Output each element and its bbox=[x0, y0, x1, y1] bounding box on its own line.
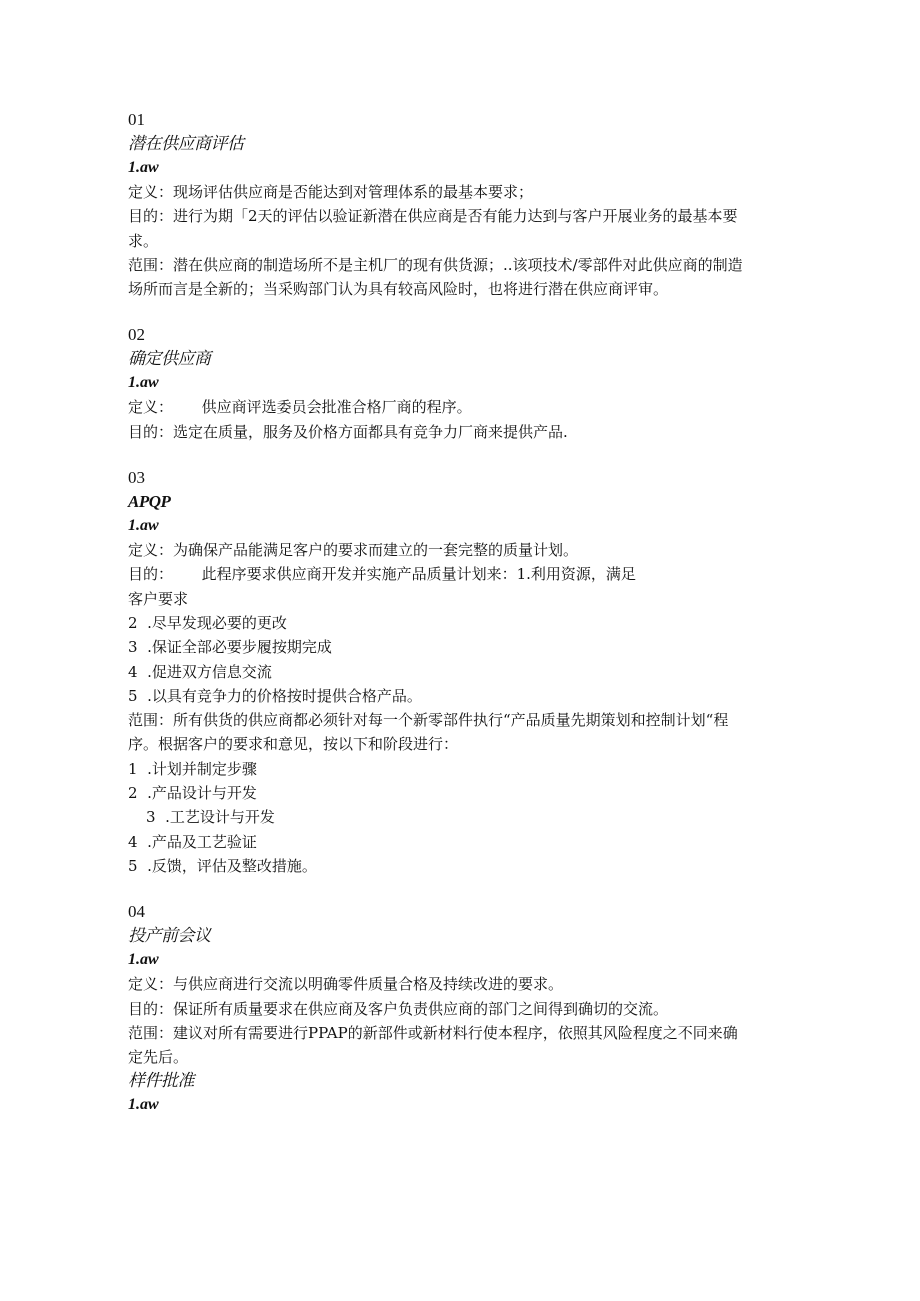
section-title: APQP bbox=[128, 492, 171, 512]
section-law-label: 1.aw bbox=[128, 374, 159, 392]
list-item: 3 .工艺设计与开发 bbox=[146, 808, 275, 827]
definition-label: 定义 bbox=[128, 975, 159, 994]
scope-line: 范围：建议对所有需要进行PPAP的新部件或新材料行使本程序，依照其风险程度之不同来确 bbox=[128, 1023, 738, 1042]
list-item: 5 .以具有竞争力的价格按时提供合格产品。 bbox=[128, 686, 422, 705]
purpose-line: 目的：进行为期「2天的评估以验证新潜在供应商是否有能力达到与客户开展业务的最基本要 bbox=[128, 207, 738, 226]
list-item: 1 .计划并制定步骤 bbox=[128, 759, 257, 778]
section-number: 02 bbox=[128, 325, 145, 345]
section-law-label: 1.aw bbox=[128, 951, 159, 969]
section-04 bbox=[128, 900, 843, 1117]
subsection-title: 样件批准 bbox=[128, 1071, 194, 1092]
scope-line-cont: 场所而言是全新的；当采购部门认为具有较高风险时，也将进行潜在供应商评审。 bbox=[128, 280, 669, 299]
section-title: 投产前会议 bbox=[128, 926, 211, 947]
subsection-law-label: 1.aw bbox=[128, 1096, 159, 1114]
section-number: 03 bbox=[128, 468, 145, 488]
definition-label: 定义 bbox=[128, 398, 159, 417]
section-02 bbox=[128, 323, 843, 444]
definition-text: ：与供应商进行交流以明确零件质量合格及持续改进的要求。 bbox=[158, 975, 564, 994]
list-item: 4 .促进双方信息交流 bbox=[128, 662, 272, 681]
section-01 bbox=[128, 108, 843, 301]
section-title: 潜在供应商评估 bbox=[128, 134, 244, 154]
purpose-line-cont: 求。 bbox=[128, 231, 159, 250]
section-03 bbox=[128, 466, 843, 878]
purpose-line: 目的： 此程序要求供应商开发并实施产品质量计划来：1.利用资源，满足 bbox=[128, 565, 636, 584]
list-item: 2 .产品设计与开发 bbox=[128, 784, 257, 803]
scope-line-cont: 序。根据客户的要求和意见，按以下和阶段进行： bbox=[128, 735, 459, 754]
list-item: 4 .产品及工艺验证 bbox=[128, 832, 257, 851]
definition-line bbox=[128, 395, 843, 419]
section-law-label: 1.aw bbox=[128, 159, 159, 176]
definition-line bbox=[128, 972, 843, 996]
scope-line-cont: 定先后。 bbox=[128, 1048, 189, 1067]
list-item: 5 .反馈，评估及整改措施。 bbox=[128, 856, 317, 875]
section-number: 04 bbox=[128, 902, 145, 922]
scope-line: 范围：潜在供应商的制造场所不是主机厂的现有供货源；..该项技术/零部件对此供应商的制造 bbox=[128, 255, 743, 274]
scope-line: 范围：所有供货的供应商都必须针对每一个新零部件执行“产品质量先期策划和控制计划“程 bbox=[128, 711, 729, 730]
section-number: 01 bbox=[128, 110, 145, 129]
purpose-line: 目的：保证所有质量要求在供应商及客户负责供应商的部门之间得到确切的交流。 bbox=[128, 999, 669, 1018]
definition-text: ：现场评估供应商是否能达到对管理体系的最基本要求； bbox=[158, 183, 534, 201]
definition-text: ： 供应商评选委员会批准合格厂商的程序。 bbox=[158, 398, 472, 417]
section-title: 确定供应商 bbox=[128, 349, 211, 370]
section-law-label: 1.aw bbox=[128, 517, 159, 535]
definition-label: 定义 bbox=[128, 183, 159, 201]
document-page bbox=[128, 108, 843, 1117]
purpose-line: 目的：选定在质量，服务及价格方面都具有竞争力厂商来提供产品. bbox=[128, 422, 568, 441]
list-item: 3 .保证全部必要步履按期完成 bbox=[128, 638, 332, 657]
definition-line bbox=[128, 180, 843, 204]
definition-line bbox=[128, 538, 843, 562]
list-item: 2 .尽早发现必要的更改 bbox=[128, 613, 287, 632]
purpose-line-cont: 客户要求 bbox=[128, 589, 189, 608]
definition-label: 定义 bbox=[128, 541, 159, 560]
definition-text: ：为确保产品能满足客户的要求而建立的一套完整的质量计划。 bbox=[158, 541, 579, 560]
